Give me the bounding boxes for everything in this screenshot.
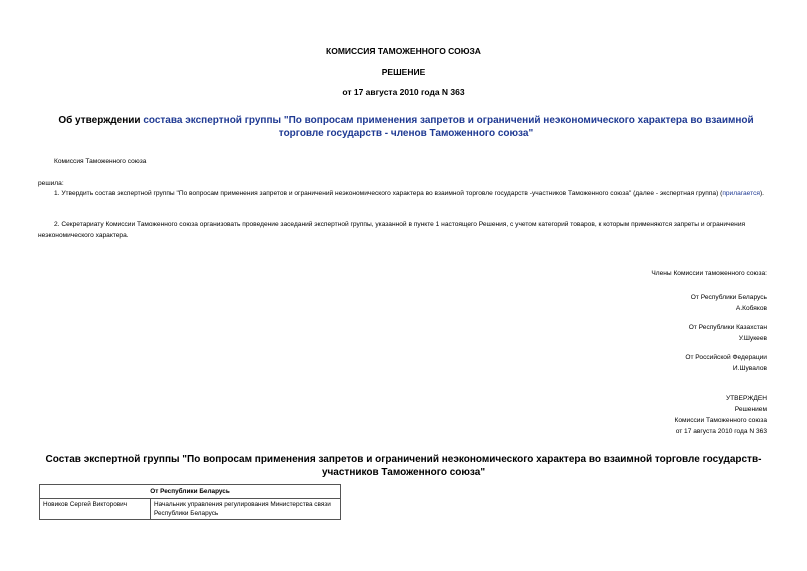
- table-section-row: [40, 485, 341, 499]
- signature-name: А.Кобяков: [735, 305, 767, 312]
- item1-end: ).: [759, 190, 764, 197]
- signature-name: И.Шувалов: [732, 365, 767, 372]
- approval-line-1: УТВЕРЖДЕН: [725, 395, 767, 402]
- decision-item-2: 2. Секретариату Комиссии Таможенного союза организовать проведение заседаний экспертной группы, указанной в пункте 1 настоящего Решения, с учетом категорий товаров, к которым применяются запреты и ограничения неэкономического характера.: [38, 221, 746, 239]
- signature-block-russia: [467, 352, 767, 374]
- table-section-header: От Республики Беларусь: [40, 485, 341, 499]
- approval-line-3: Комиссии Таможенного союза: [674, 417, 767, 424]
- attachment-link[interactable]: прилагается: [722, 190, 760, 197]
- signatures-heading: Члены Комиссии таможенного союза:: [651, 270, 767, 277]
- commission-heading: КОМИССИЯ ТАМОЖЕННОГО СОЮЗА: [326, 46, 481, 56]
- approval-line-2: Решением: [734, 406, 767, 413]
- signature-block-belarus: [467, 292, 767, 314]
- title-link[interactable]: состава экспертной группы "По вопросам применения запретов и ограничений неэкономического характера во взаимной торговле государств - членов Таможенного союза": [143, 115, 754, 139]
- signature-country: От Республики Беларусь: [690, 294, 767, 301]
- decided-text: решила:: [38, 180, 64, 187]
- decision-item-1: [38, 188, 768, 199]
- signature-country: От Российской Федерации: [685, 354, 767, 361]
- approval-line-4: от 17 августа 2010 года N 363: [675, 428, 767, 435]
- item1-text: 1. Утвердить состав экспертной группы "По вопросам применения запретов и ограничений неэкономического характера во взаимной торговле государств -участников Таможенного союза" (далее - экспертная группа) (: [54, 190, 723, 197]
- composition-title: Состав экспертной группы "По вопросам применения запретов и ограничений неэкономического характера во взаимной торговле государств-участников Таможенного союза": [45, 454, 762, 478]
- document-title: [36, 114, 776, 140]
- signature-country: От Республики Казахстан: [688, 324, 767, 331]
- issuer-text: Комиссия Таможенного союза: [54, 158, 147, 165]
- member-position-cell: Начальник управления регулирования Министерства связи Республики Беларусь: [151, 499, 341, 520]
- doc-type-heading: РЕШЕНИЕ: [381, 67, 426, 77]
- signature-block-kazakhstan: [467, 322, 767, 344]
- approval-block: [467, 393, 767, 437]
- members-table: [39, 484, 341, 520]
- table-row: [40, 499, 341, 520]
- title-prefix: Об утверждении: [58, 115, 144, 126]
- doc-date-number: от 17 августа 2010 года N 363: [342, 87, 465, 97]
- member-name-cell: Новиков Сергей Викторович: [40, 499, 151, 520]
- signature-name: У.Шукеев: [738, 335, 767, 342]
